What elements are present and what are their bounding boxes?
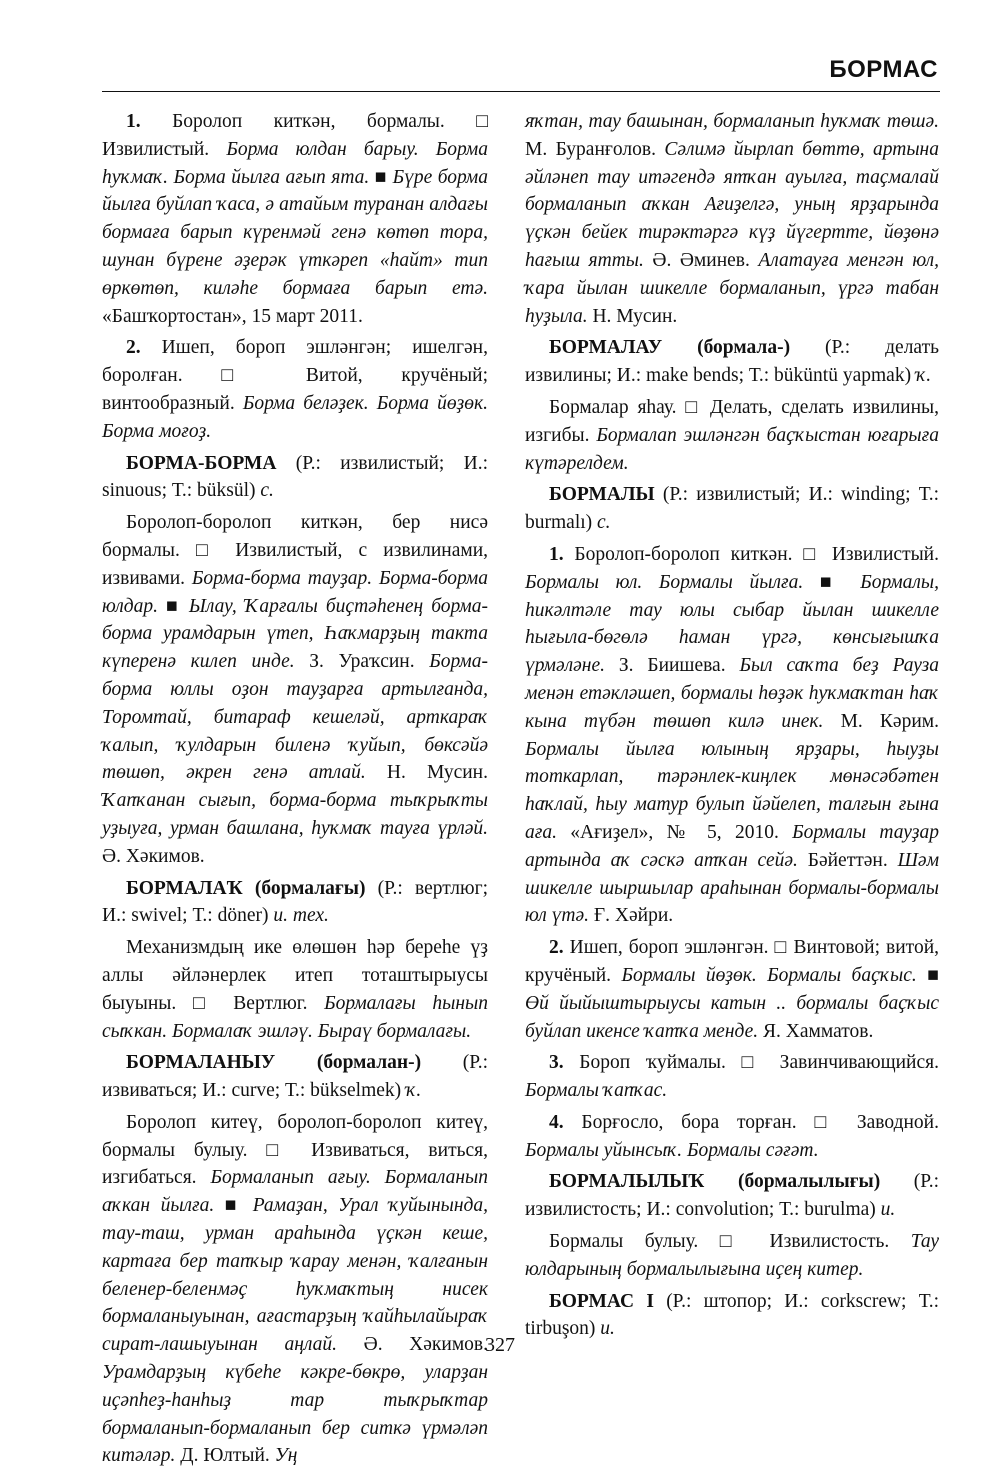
example-text: Тау юлдарының бормалылығына иҫең китер. xyxy=(525,1231,939,1280)
definition-text: ■ xyxy=(803,571,861,593)
definition-text: Боролоп-боролоп киткән. □ Извилистый. xyxy=(563,543,939,565)
example-text: Бормалағы һынып сыҡкан. Бормалаҡ эшләү. Быраү бормалағы. xyxy=(102,992,488,1042)
definition-text: Борғосло, бора торған. □ Заводной. xyxy=(563,1111,939,1133)
definition-text: Ишеп, бороп эшләнгән. □ Винтовой; витой, кручёный. xyxy=(525,937,939,986)
definition-text: (Р.: извиваться; И.: curve; Т.: bükselmek) xyxy=(102,1052,488,1102)
example-text: Борма беләҙек. Борма йөҙөк. Борма моғоҙ. xyxy=(102,392,488,442)
definition-text: З. Биишева. xyxy=(605,655,740,677)
example-text: Бормаланып ағыу. Бормаланып аҡкан йылға. xyxy=(102,1167,489,1217)
dictionary-paragraph xyxy=(525,334,939,390)
sense-number: 3. xyxy=(549,1052,564,1074)
dictionary-paragraph xyxy=(525,934,939,1045)
example-text: Был саҡта беҙ Рауза менән етәкләшеп, бормалы һөҙәк һуҡмаҡтан һаҡ кына түбән төшөп килә инек. xyxy=(525,655,939,732)
dictionary-paragraph xyxy=(525,394,939,477)
example-text: Шәм шикелле шыршылар араһынан бормалы-бормалы юл үтә. xyxy=(525,849,940,927)
example-text: Борма-борма тауҙар. Борма-борма юлдар. xyxy=(102,567,489,617)
headword: БОРМАЛЫ xyxy=(549,484,655,506)
definition-text: Механизмдың ике өлөшөн һәр береһе үҙ аллы әйләнерлек итеп тоташтырыусы быуыны. □ Вертлюг. xyxy=(102,937,488,1014)
headword: БОРМАЛАНЫУ (бормалан-) xyxy=(126,1052,422,1074)
dictionary-paragraph xyxy=(102,334,488,445)
definition-text: (Р.: делать извилины; И.: make bends; Т.: büküntü yapmak) xyxy=(525,337,939,387)
definition-text: Ишеп, бороп эшләнгән; ишелгән, боролған. □ Витой, кручёный; винтообразный. xyxy=(102,337,488,414)
example-text: Урамдарҙың күбеһе кәкре-бөкрө, уларҙан иҫәпһеҙ-һанһыҙ тар тыҡрыҡтар бормаланып-бормаланып бер ситкә үрмәләп китәләр. xyxy=(102,1362,488,1467)
dictionary-paragraph xyxy=(102,934,488,1045)
running-head: БОРМАС xyxy=(829,56,938,83)
dictionary-paragraph xyxy=(525,481,939,537)
example-text: Бормалы тауҙар артында аҡ сәскә атҡан сейә. xyxy=(525,821,939,871)
definition-text: Бороп ҡуймалы. □ Завинчивающийся. xyxy=(563,1052,939,1074)
dictionary-paragraph xyxy=(102,1109,488,1470)
example-text: с. xyxy=(260,480,274,502)
header-rule xyxy=(102,91,940,92)
dictionary-paragraph xyxy=(525,541,939,930)
definition-text: М. Буранғолов. xyxy=(525,138,665,160)
definition-text: Н. Мусин. xyxy=(587,305,678,327)
headword: БОРМАЛЫЛЫҠ (бормалылығы) xyxy=(549,1171,881,1193)
definition-text: Бормалы булыу. □ Извилистость. xyxy=(549,1231,911,1253)
example-text: Бормалы ҡапҡас. xyxy=(525,1080,668,1102)
definition-text: (Р.: извилистость; И.: convolution; Т.: burulma) xyxy=(525,1171,939,1221)
example-text: Бүре борма йылға буйлап ҡаса, ә атайым туранан алдағы бормаға барып күренмәй генә көтөп тора, шунан бүрене әҙерәк үткәреп «һайт» тип өркөтөп, киләһе бормаға барып етә. xyxy=(102,166,488,299)
dictionary-paragraph xyxy=(525,108,939,330)
definition-text: ■ xyxy=(369,166,393,188)
example-text: Алатауға менгән юл, ҡара йылан шикелле бормаланып, үргә табан һуҙыла. xyxy=(525,249,939,327)
dictionary-paragraph xyxy=(102,1049,488,1105)
definition-text: Бормалар яһау. □ Делать, сделать извилины, изгибы. xyxy=(525,396,939,446)
headword: БОРМАС I xyxy=(549,1290,654,1312)
definition-text: «Башҡортостан», 15 март 2011. xyxy=(102,305,363,327)
dictionary-paragraph xyxy=(525,1109,939,1165)
example-text: Өй йыйыштырыусы катын .. бормалы баҫҡыс буйлап икенсе ҡатҡа менде. xyxy=(525,992,939,1042)
dictionary-paragraph xyxy=(525,1168,939,1224)
definition-text: Боролоп-боролоп киткән, бер нисә бормалы. □ Извилистый, с извилинами, извивами. xyxy=(102,512,488,589)
dictionary-paragraph xyxy=(102,108,488,330)
example-text: и. xyxy=(880,1199,896,1221)
example-text: Бормалы йөҙөк. Бормалы баҫҡыс. xyxy=(621,964,917,986)
example-text: Бормалы уйынсыҡ. Бормалы сәғәт. xyxy=(525,1139,819,1161)
example-text: Рамаҙан, Урал ҡуйынында, тау-таш, урман араһында үҫкән кеше, картаға бер тапҡыр ҡарау менән, ҡалғанын беленер-беленмәҫ һуҡмаҡтың нисек бормаланыуынан, ағастарҙың ҡайһылайыраҡ сират-лашыуынан аңлай. xyxy=(102,1195,488,1356)
example-text: яҡтан, тау башынан, бормаланып һуҡмаҡ төшә. xyxy=(525,111,939,132)
definition-text: «Ағиҙел», № 5, 2010. xyxy=(556,821,793,843)
definition-text: Н. Мусин. xyxy=(365,762,488,784)
dictionary-paragraph xyxy=(102,450,488,506)
definition-text: Бәйеттән. xyxy=(797,849,898,871)
definition-text: (Р.: штопор; И.: corkscrew; Т.: tirbuşon) xyxy=(525,1290,939,1340)
definition-text: Ә. Хәкимов. xyxy=(102,845,205,867)
definition-text: Ә. Әминев. xyxy=(643,249,759,271)
definition-text: ■ xyxy=(214,1195,253,1217)
definition-text: М. Кәрим. xyxy=(823,710,939,732)
headword: БОРМА-БОРМА xyxy=(126,452,277,474)
sense-number: 4. xyxy=(549,1111,564,1133)
definition-text: З. Ураҡсин. xyxy=(294,651,430,673)
example-text: ҡ. xyxy=(915,365,932,387)
definition-text: ■ xyxy=(158,595,189,617)
example-text: Бормалап эшләнгән баҫҡыстан юғарыға күтәрелдем. xyxy=(525,424,939,474)
dictionary-paragraph xyxy=(525,1228,939,1284)
sense-number: 2. xyxy=(549,937,564,959)
sense-number: 1. xyxy=(549,543,564,565)
example-text: Бормалы йылға юлының ярҙары, һыуҙы тоткарлап, тәрәнлек-киңлек мөнәсәбәтен һаҡлай, һыу матур булып йәйелеп, талғын ғына аға. xyxy=(525,738,939,843)
example-text: Бормалы юл. Бормалы йылға. xyxy=(525,571,804,593)
definition-text: Ғ. Хәйри. xyxy=(589,905,674,927)
definition-text: Боролоп киткән, бормалы. □ Извилистый. xyxy=(102,111,488,160)
definition-text: Д. Юлтый. xyxy=(175,1445,275,1467)
definition-text: (Р.: извилистый; И.: winding; Т.: burmalı) xyxy=(525,484,939,534)
dictionary-paragraph xyxy=(102,875,488,931)
example-text: Ҡапҡанан сығып, борма-борма тыҡрыҡты уҙыуға, урман башлана, һуҡмаҡ тауға үрләй. xyxy=(102,790,488,839)
example-text: Борма-борма юллы оҙон тауҙарға артылғанда, Торомтай, битараф кешеләй, арткараҡ ҡалып, ҡулдарын биленә ҡуйып, бөксәйә төшөп, әкрен генә атлай. xyxy=(102,651,488,784)
example-text: с. xyxy=(597,512,611,534)
dictionary-paragraph xyxy=(102,509,488,870)
example-text: Уң xyxy=(274,1445,298,1467)
sense-number: 2. xyxy=(126,337,141,359)
example-text: ҡ. xyxy=(406,1080,422,1102)
page-number: 327 xyxy=(485,1334,515,1356)
definition-text: (Р.: извилистый; И.: sinuous; Т.: büksül) xyxy=(102,452,488,502)
headword: БОРМАЛАУ (бормала-) xyxy=(549,337,791,359)
left-column xyxy=(102,108,488,1474)
example-text: Сәлимә йырлап бөттө, артына әйләнеп тау итәгендә ятҡан ауылға, таҫмалай бормаланып аҡкан Ағиҙелгә, уның ярҙарында үҫкән бейек тирәктәргә күҙ йүгертте, йөҙөнә һағыш ятты. xyxy=(525,138,939,271)
definition-text: Ә. Хәкимов. xyxy=(337,1334,489,1356)
example-text: и. xyxy=(600,1318,615,1340)
headword: БОРМАЛАҠ (бормалағы) xyxy=(126,877,366,899)
definition-text: (Р.: вертлюг; И.: swivel; Т.: döner) xyxy=(102,877,488,927)
example-text: Борма юлдан барыу. Борма һуҡмаҡ. Борма йылға ағып ята. xyxy=(102,138,488,188)
example-text: и. тех. xyxy=(273,905,329,927)
example-text: Ылау, Ҡарғалы биҫтәһенең борма-борма урамдарын үтеп, Һаҡмарҙың такта күперенә килеп инде. xyxy=(102,595,488,673)
sense-number: 1. xyxy=(126,111,141,132)
dictionary-paragraph xyxy=(525,1049,939,1105)
right-column xyxy=(525,108,939,1347)
example-text: Бормалы, һикәлтәле тау юлы сыбар йылан шикелле һығыла-бөгөлә һаман үргә, көнсығышҡа үрмәләне. xyxy=(525,571,940,677)
definition-text: Я. Хамматов. xyxy=(758,1020,874,1042)
definition-text: ■ xyxy=(916,964,940,986)
definition-text: Боролоп китеү, боролоп-боролоп китеү, бормалы булыу. □ Извиваться, виться, изгибаться. xyxy=(102,1111,488,1189)
